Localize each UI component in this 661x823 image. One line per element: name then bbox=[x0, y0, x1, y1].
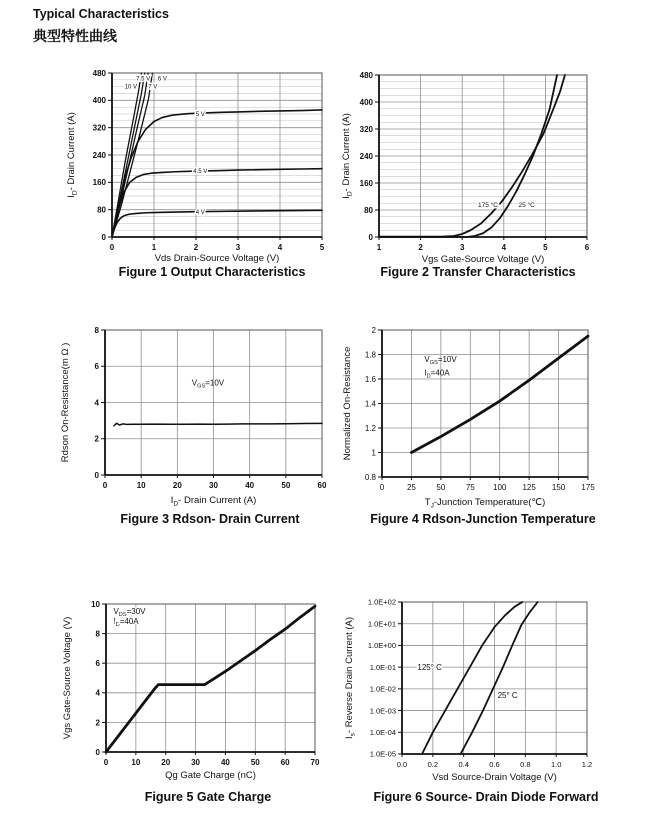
figure-6-x-tick-label: 0.6 bbox=[489, 760, 500, 769]
figure-2-y-tick-label: 400 bbox=[359, 97, 373, 107]
figure-4-x-tick-label: 175 bbox=[581, 483, 595, 492]
figure-1-annotation-6: 4 V bbox=[195, 209, 205, 216]
figure-1-annotation-0: 10 V bbox=[124, 84, 138, 91]
figure-2-y-tick-label: 80 bbox=[364, 205, 373, 215]
figure-6-y-tick-label: 1.0E+01 bbox=[367, 619, 396, 629]
figure-5-x-tick-label: 0 bbox=[103, 758, 109, 767]
figure-1-caption: Figure 1 Output Characteristics bbox=[118, 265, 306, 279]
figure-1-y-tick-label: 0 bbox=[101, 232, 106, 242]
figure-3-annotation-0: $V_{GS}=10V$ bbox=[191, 378, 225, 390]
figure-5-y-axis-label: Vgs Gate-Source Voltage (V) bbox=[62, 616, 73, 740]
figure-6-x-tick-label: 0.4 bbox=[458, 760, 469, 769]
figure-1-x-tick-label: 1 bbox=[151, 243, 157, 252]
figure-4-chart bbox=[340, 315, 645, 520]
figure-5-x-tick-label: 60 bbox=[280, 758, 290, 767]
figure-6-x-tick-label: 0.2 bbox=[427, 760, 439, 769]
figure-2-y-tick-label: 240 bbox=[359, 151, 373, 161]
figure-5-chart bbox=[30, 580, 335, 792]
figure-2-caption: Figure 2 Transfer Characteristics bbox=[380, 265, 576, 279]
figure-3-y-axis-label: Rdson On-Resistance(m Ω ) bbox=[60, 342, 71, 463]
figure-2-y-axis-label: $I_D-$ Drain Current (A) bbox=[341, 113, 354, 199]
figure-4-x-tick-label: 75 bbox=[465, 483, 475, 492]
figure-5-y-tick-label: 4 bbox=[95, 688, 100, 698]
figure-2-y-tick-label: 320 bbox=[359, 124, 373, 134]
figure-1-annotation-3: 6 V bbox=[157, 76, 167, 83]
figure-5-x-tick-label: 40 bbox=[220, 758, 230, 767]
figure-4-annotation-1: $I_D=40A$ bbox=[424, 368, 450, 380]
figure-1-x-tick-label: 0 bbox=[109, 243, 115, 252]
figure-2-chart bbox=[340, 60, 645, 270]
figure-2-y-tick-label: 0 bbox=[368, 232, 373, 242]
figure-1-x-axis-label: Vds Drain-Source Voltage (V) bbox=[154, 253, 280, 264]
figure-2-x-tick-label: 5 bbox=[543, 243, 548, 252]
figure-4-caption: Figure 4 Rdson-Junction Temperature bbox=[370, 512, 596, 526]
figure-5-caption: Figure 5 Gate Charge bbox=[144, 790, 272, 804]
figure-3-tick-labels bbox=[95, 326, 327, 490]
figure-4-y-tick-label: 1 bbox=[371, 448, 376, 458]
figure-1-annotation-4: 5 V bbox=[195, 111, 205, 118]
figure-1-y-tick-label: 80 bbox=[97, 205, 106, 215]
figure-3-y-tick-label: 6 bbox=[94, 362, 99, 372]
figure-1-x-tick-label: 5 bbox=[319, 243, 325, 252]
figure-2-annotation-1: 25 °C bbox=[518, 202, 535, 210]
figure-6-y-tick-label: 1.0E-03 bbox=[369, 706, 396, 716]
figure-1-x-tick-label: 3 bbox=[235, 243, 241, 252]
figure-1-y-tick-label: 160 bbox=[92, 178, 106, 188]
figure-6-x-axis-label: Vsd Source-Drain Voltage (V) bbox=[432, 772, 557, 783]
figure-6-major-gridlines bbox=[402, 602, 587, 754]
figure-5-x-tick-label: 50 bbox=[250, 758, 260, 767]
figure-6-y-tick-label: 1.0E+02 bbox=[367, 597, 396, 607]
figure-4-annotation-0: $V_{GS}=10V$ bbox=[424, 355, 457, 367]
figure-5-annotation-0: $V_{DS}=30V$ bbox=[113, 607, 146, 619]
figure-3-x-tick-label: 40 bbox=[245, 481, 255, 490]
figure-5-x-tick-label: 30 bbox=[191, 758, 201, 767]
figure-6-y-tick-label: 1.0E-02 bbox=[369, 684, 396, 694]
figure-3-x-tick-label: 0 bbox=[102, 481, 108, 490]
figure-4-y-tick-label: 2 bbox=[371, 325, 376, 335]
figure-5-y-tick-label: 6 bbox=[95, 659, 100, 669]
figure-2-y-tick-label: 160 bbox=[359, 178, 373, 188]
figure-4-x-tick-label: 50 bbox=[436, 483, 446, 492]
figure-4-x-tick-label: 0 bbox=[379, 483, 385, 492]
page-title: Typical Characteristics bbox=[33, 7, 169, 21]
figure-1-y-axis-label: $I_D-$ Drain Current (A) bbox=[66, 112, 79, 198]
figure-4-y-tick-label: 1.6 bbox=[364, 374, 376, 384]
figure-1-x-tick-label: 4 bbox=[277, 243, 283, 252]
figure-2-x-tick-label: 2 bbox=[418, 243, 423, 252]
figure-3-y-tick-label: 4 bbox=[94, 398, 99, 408]
figure-5-series-gate-charge bbox=[106, 606, 315, 752]
figure-3-chart bbox=[30, 315, 335, 520]
figure-1-chart bbox=[30, 60, 335, 270]
figure-5-x-tick-label: 70 bbox=[310, 758, 320, 767]
figure-4-y-tick-label: 0.8 bbox=[364, 472, 376, 482]
figure-3-series-rdson bbox=[114, 423, 322, 425]
figure-6-x-tick-label: 0.8 bbox=[520, 760, 531, 769]
figure-3-caption: Figure 3 Rdson- Drain Current bbox=[120, 512, 300, 526]
figure-1-y-tick-label: 480 bbox=[92, 68, 106, 78]
figure-6-chart bbox=[340, 580, 645, 792]
figure-6-y-axis-label: $I_s-$ Reverse Drain Current (A) bbox=[344, 616, 357, 740]
figure-3-x-axis-label: $I_D-$ Drain Current (A) bbox=[170, 495, 257, 508]
figure-6-annotation-0: 125° C bbox=[417, 662, 442, 672]
figure-6-y-tick-label: 1.0E+00 bbox=[367, 641, 396, 651]
figure-2-y-tick-label: 480 bbox=[359, 70, 373, 80]
figure-1-y-tick-label: 400 bbox=[92, 96, 106, 106]
figure-3-major-gridlines bbox=[105, 330, 322, 475]
figure-4-x-axis-label: $T_J$-Junction Temperature(℃) bbox=[424, 497, 546, 510]
figure-4-y-tick-label: 1.4 bbox=[364, 399, 376, 409]
figure-3-x-tick-label: 60 bbox=[317, 481, 327, 490]
figure-5-x-axis-label: Qg Gate Charge (nC) bbox=[165, 770, 256, 781]
figure-1-series-vgs-5v bbox=[112, 110, 322, 237]
figure-3-y-tick-label: 8 bbox=[94, 325, 99, 335]
figure-4-x-tick-label: 150 bbox=[551, 483, 566, 492]
figure-3-y-tick-label: 0 bbox=[94, 470, 99, 480]
figure-4-x-tick-label: 100 bbox=[493, 483, 507, 492]
figure-5-y-tick-label: 8 bbox=[95, 629, 100, 639]
figure-6-y-tick-label: 1.0E-01 bbox=[369, 662, 396, 672]
figure-5-x-tick-label: 20 bbox=[161, 758, 171, 767]
figure-4-x-tick-label: 125 bbox=[522, 483, 536, 492]
figure-4-tick-labels bbox=[365, 326, 595, 492]
figure-2-tick-labels bbox=[360, 71, 590, 252]
figure-6-x-tick-label: 0.0 bbox=[396, 760, 408, 769]
figure-3-x-tick-label: 30 bbox=[209, 481, 218, 490]
figure-2-x-tick-label: 4 bbox=[501, 243, 507, 252]
figure-6-y-tick-label: 1.0E-05 bbox=[369, 749, 396, 759]
figure-5-y-tick-label: 10 bbox=[91, 599, 100, 609]
figure-1-annotation-1: 7.5 V bbox=[136, 76, 151, 83]
figure-5-plot-border bbox=[106, 604, 315, 752]
figure-2-x-tick-label: 1 bbox=[376, 243, 382, 252]
figure-4-major-gridlines bbox=[382, 330, 588, 477]
figure-4-y-tick-label: 1.2 bbox=[364, 423, 376, 433]
figure-6-y-tick-label: 1.0E-04 bbox=[369, 727, 396, 737]
figure-6-caption: Figure 6 Source- Drain Diode Forward bbox=[373, 790, 599, 804]
figure-2-annotation-0: 175 °C bbox=[478, 202, 498, 210]
figure-1-x-tick-label: 2 bbox=[193, 243, 199, 252]
figure-1-annotation-5: 4.5 V bbox=[193, 169, 208, 176]
figure-3-y-tick-label: 2 bbox=[94, 434, 99, 444]
figure-5-x-tick-label: 10 bbox=[131, 758, 141, 767]
figure-5-annotation-1: $I_D=40A$ bbox=[113, 616, 139, 628]
figure-4-y-tick-label: 1.8 bbox=[364, 350, 376, 360]
figure-2-major-gridlines bbox=[379, 75, 587, 237]
figure-2-x-axis-label: Vgs Gate-Source Voltage (V) bbox=[421, 254, 545, 265]
figure-6-x-tick-label: 1.2 bbox=[581, 760, 593, 769]
figure-5-y-tick-label: 0 bbox=[95, 747, 100, 757]
page-title-chinese: 典型特性曲线 bbox=[33, 28, 117, 44]
figure-6-annotation-1: 25° C bbox=[497, 691, 518, 701]
figure-2-x-tick-label: 6 bbox=[584, 243, 590, 252]
figure-1-y-tick-label: 320 bbox=[92, 123, 106, 133]
figure-5-y-tick-label: 2 bbox=[95, 718, 100, 728]
figure-5-major-gridlines bbox=[106, 604, 315, 752]
figure-6-series-25c bbox=[461, 602, 538, 754]
figure-6-x-tick-label: 1.0 bbox=[550, 760, 562, 769]
figure-2-x-tick-label: 3 bbox=[459, 243, 465, 252]
figure-3-x-tick-label: 10 bbox=[136, 481, 146, 490]
figure-4-y-axis-label: Normalized On-Resistance bbox=[342, 346, 353, 461]
figure-1-annotation-2: 7 V bbox=[148, 84, 158, 91]
figure-3-x-tick-label: 50 bbox=[281, 481, 291, 490]
figure-4-x-tick-label: 25 bbox=[406, 483, 416, 492]
figure-1-y-tick-label: 240 bbox=[92, 150, 106, 160]
figure-1-series-vgs-4v bbox=[112, 210, 322, 237]
figure-3-x-tick-label: 20 bbox=[172, 481, 182, 490]
